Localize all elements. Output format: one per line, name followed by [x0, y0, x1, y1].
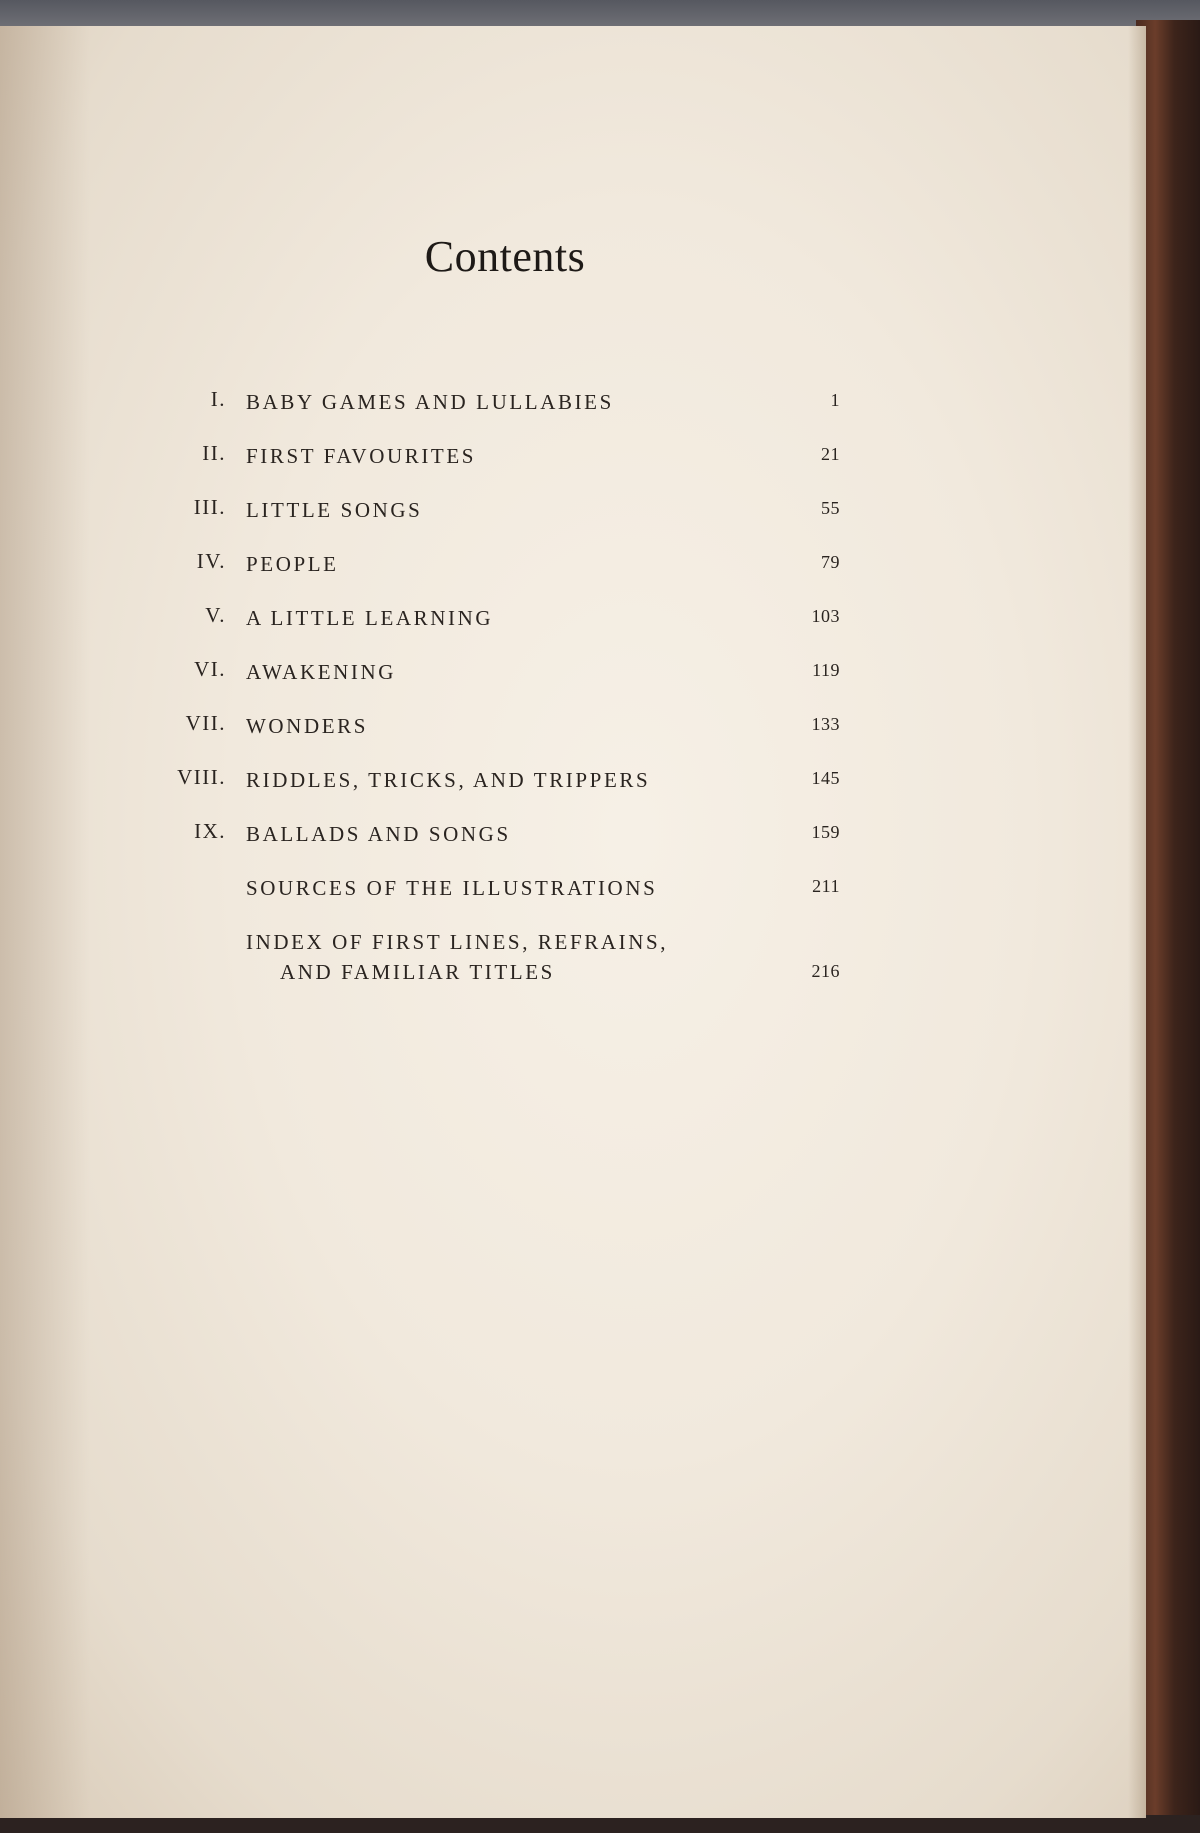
chapter-numeral: III. [193, 495, 226, 519]
page-number: 159 [811, 822, 840, 842]
chapter-numeral: IX. [194, 819, 226, 843]
page-number: 103 [811, 606, 840, 626]
page-number: 216 [811, 961, 840, 981]
chapter-numeral: VII. [185, 711, 226, 735]
chapter-title: FIRST FAVOURITES [246, 444, 477, 468]
chapter-title: RIDDLES, TRICKS, AND TRIPPERS [246, 768, 651, 792]
chapter-title: PEOPLE [246, 552, 339, 576]
section-title: SOURCES OF THE ILLUSTRATIONS [246, 876, 658, 900]
chapter-title: LITTLE SONGS [246, 498, 423, 522]
chapter-title: WONDERS [246, 714, 369, 738]
chapter-numeral: II. [202, 441, 226, 465]
section-title-line-2: AND FAMILIAR TITLES [280, 960, 555, 984]
chapter-numeral: VI. [194, 657, 226, 681]
chapter-numeral: I. [210, 387, 226, 411]
page-number: 55 [821, 498, 840, 518]
chapter-title: BALLADS AND SONGS [246, 822, 511, 846]
page-number: 133 [811, 714, 840, 734]
page-number: 1 [830, 390, 840, 410]
chapter-numeral: V. [205, 603, 226, 627]
page-title: Contents [424, 232, 586, 281]
chapter-numeral: VIII. [177, 765, 226, 789]
table-of-contents [0, 26, 1146, 1026]
page-number: 211 [812, 876, 840, 896]
section-title-line-1: INDEX OF FIRST LINES, REFRAINS, [246, 930, 669, 954]
chapter-title: AWAKENING [246, 660, 397, 684]
chapter-title: A LITTLE LEARNING [246, 606, 494, 630]
top-edge [0, 0, 1200, 28]
book-page [0, 26, 1146, 1818]
page-number: 145 [811, 768, 840, 788]
chapter-title: BABY GAMES AND LULLABIES [246, 390, 614, 414]
page-number: 21 [821, 444, 840, 464]
page-number: 79 [821, 552, 840, 572]
chapter-numeral: IV. [196, 549, 226, 573]
page-number: 119 [812, 660, 840, 680]
section-title [246, 927, 668, 987]
